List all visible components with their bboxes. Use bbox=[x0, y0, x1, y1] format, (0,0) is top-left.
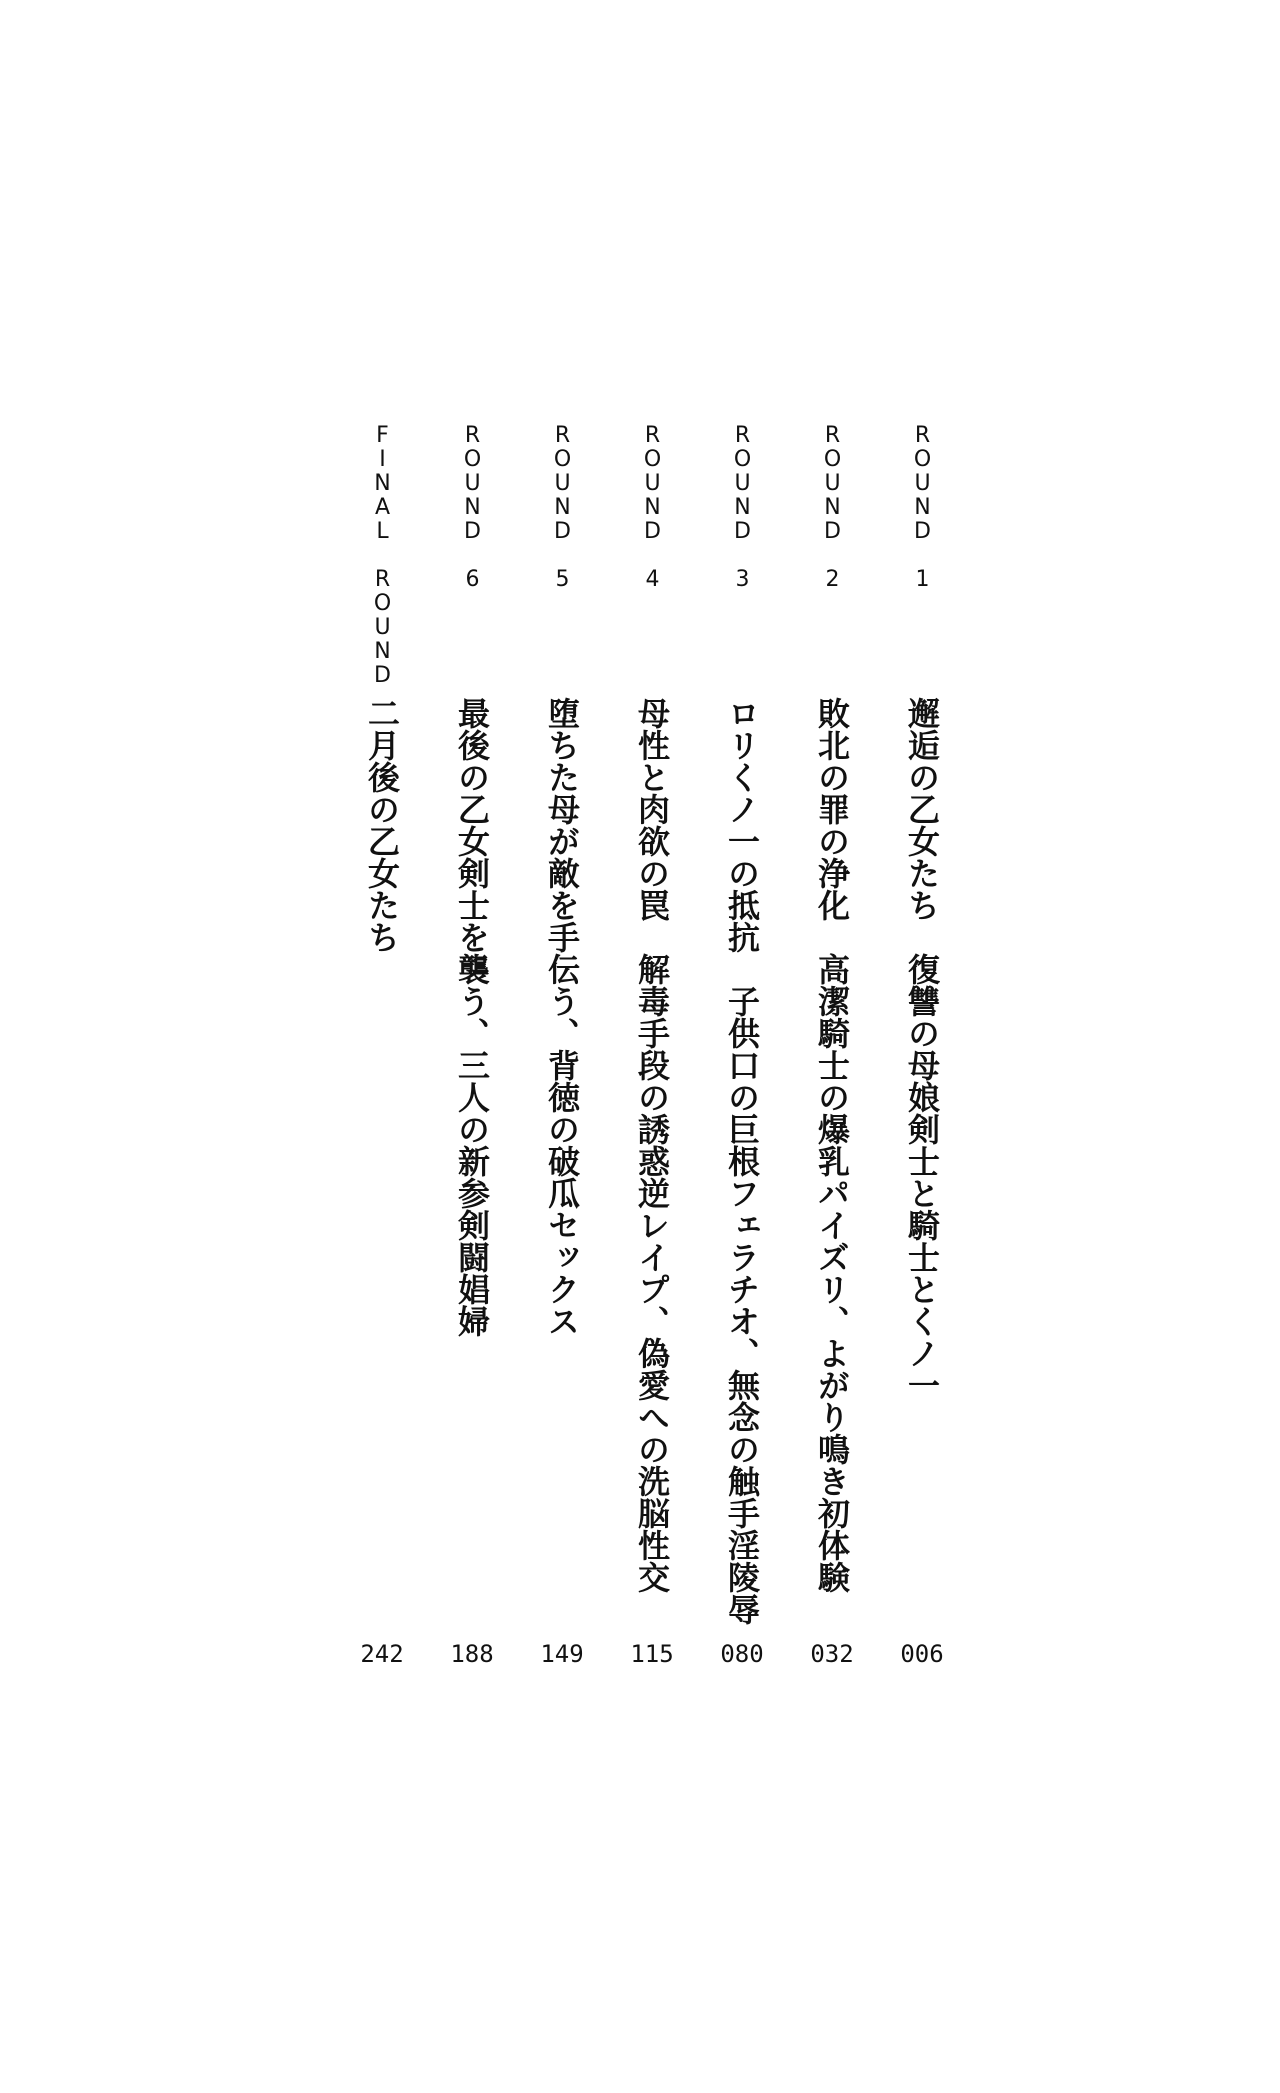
round-label: ROUND 4 bbox=[640, 423, 665, 591]
chapter-title: 邂逅の乙女たち 復讐の母娘剣士と騎士とくノ一 bbox=[903, 697, 941, 1401]
round-label: ROUND 5 bbox=[550, 423, 575, 591]
round-label: ROUND 6 bbox=[460, 423, 485, 591]
toc-entry-round-3[interactable] bbox=[712, 0, 772, 2093]
round-label: ROUND 2 bbox=[820, 423, 845, 591]
page-number: 032 bbox=[810, 1640, 854, 1668]
round-label: FINAL ROUND bbox=[370, 423, 395, 687]
toc-entry-round-5[interactable] bbox=[532, 0, 592, 2093]
chapter-title: 最後の乙女剣士を襲う、三人の新参剣闘娼婦 bbox=[453, 697, 491, 1337]
page-number: 149 bbox=[540, 1640, 584, 1668]
page-number: 006 bbox=[900, 1640, 944, 1668]
toc-entry-final-round[interactable] bbox=[352, 0, 412, 2093]
chapter-title: 二月後の乙女たち bbox=[363, 697, 401, 953]
page-number: 242 bbox=[360, 1640, 404, 1668]
page-number: 080 bbox=[720, 1640, 764, 1668]
toc-entry-round-1[interactable] bbox=[892, 0, 952, 2093]
page-number: 188 bbox=[450, 1640, 494, 1668]
chapter-title: 母性と肉欲の罠 解毒手段の誘惑逆レイプ、偽愛への洗脳性交 bbox=[633, 697, 671, 1593]
page-number: 115 bbox=[630, 1640, 674, 1668]
round-label: ROUND 1 bbox=[910, 423, 935, 591]
chapter-title: 堕ちた母が敵を手伝う、背徳の破瓜セックス bbox=[543, 697, 581, 1337]
toc-entry-round-6[interactable] bbox=[442, 0, 502, 2093]
chapter-title: ロリくノ一の抵抗 子供口の巨根フェラチオ、無念の触手淫陵辱 bbox=[723, 697, 761, 1625]
chapter-title: 敗北の罪の浄化 高潔騎士の爆乳パイズリ、よがり鳴き初体験 bbox=[813, 697, 851, 1593]
toc-entry-round-2[interactable] bbox=[802, 0, 862, 2093]
toc-entry-round-4[interactable] bbox=[622, 0, 682, 2093]
round-label: ROUND 3 bbox=[730, 423, 755, 591]
